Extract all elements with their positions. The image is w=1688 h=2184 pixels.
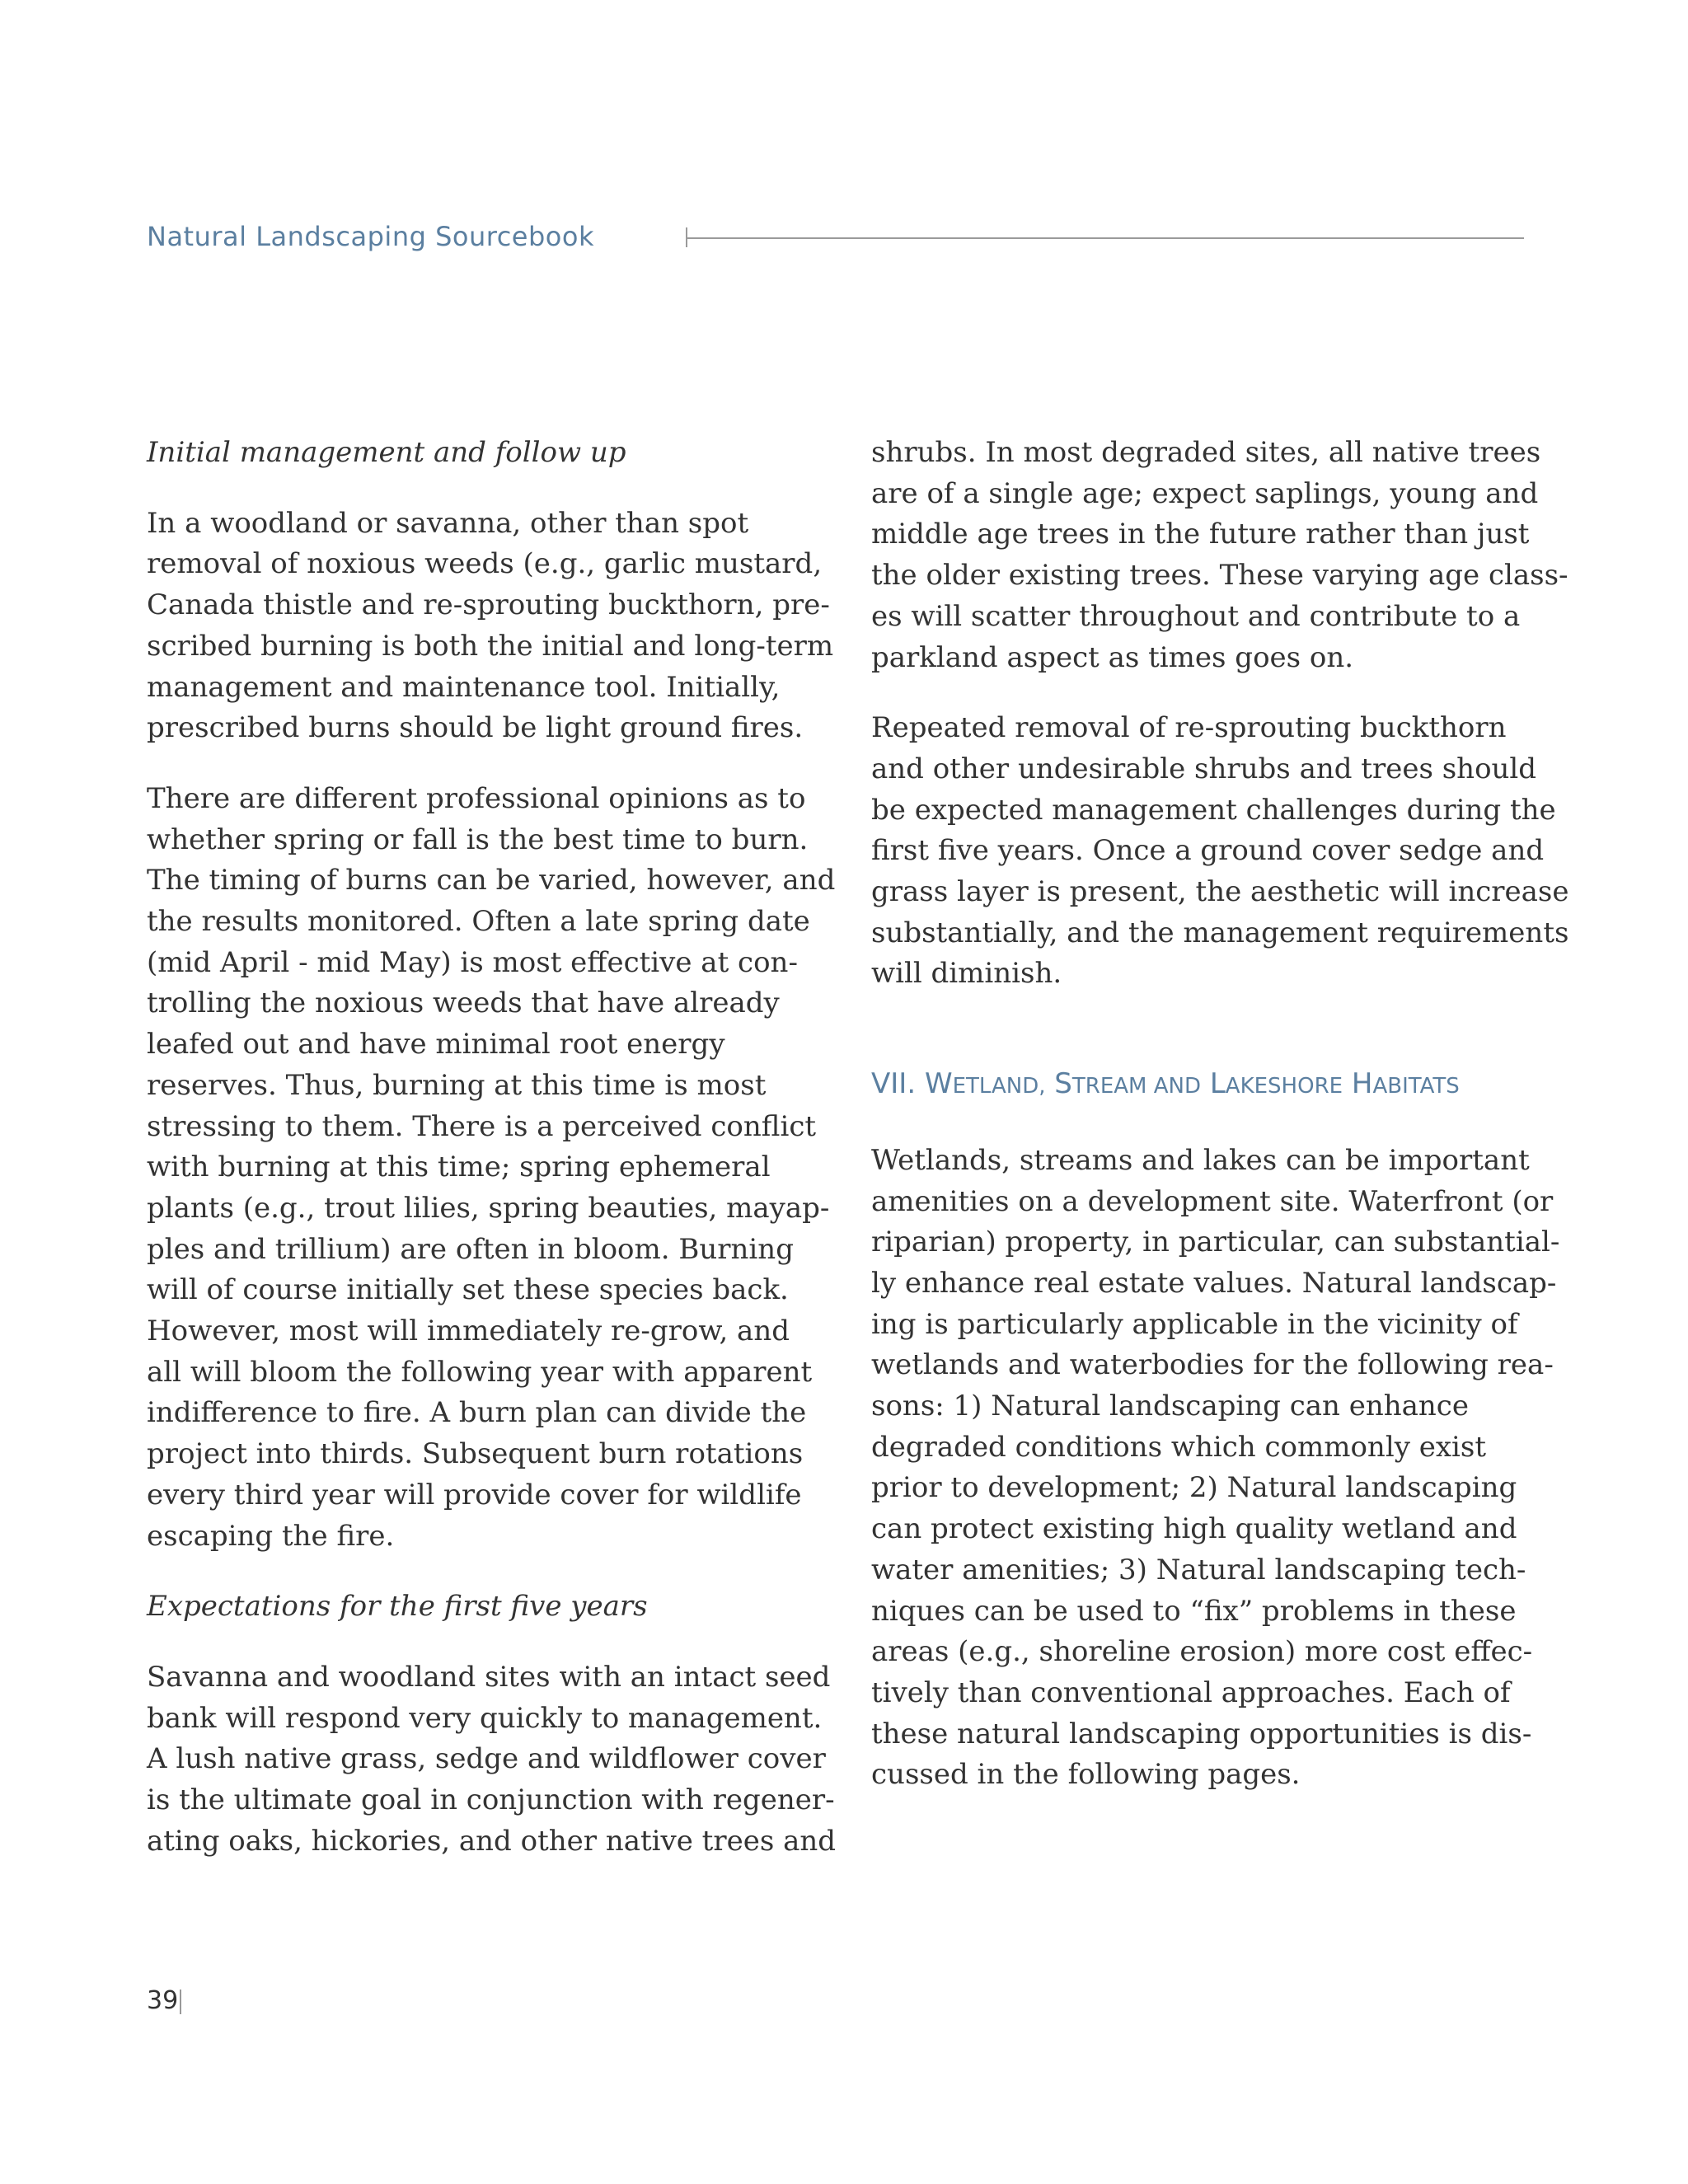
text-line: However, most will immediately re-grow, and [147, 1315, 790, 1348]
running-header: Natural Landscaping Sourcebook [147, 221, 594, 252]
text-line: bank will respond very quickly to management. [147, 1701, 823, 1735]
text-line: leafed out and have minimal root energy [147, 1028, 725, 1062]
section-numeral: VII. [871, 1067, 925, 1101]
subheading-expectations: Expectations for the first five years [147, 1590, 648, 1624]
left-column [147, 433, 837, 1892]
text-line: can protect existing high quality wetland and [871, 1512, 1517, 1546]
text-line: are of a single age; expect saplings, young and [871, 476, 1539, 510]
paragraph-burn-timing [147, 779, 836, 1557]
text-line: A lush native grass, sedge and wildflower cover [147, 1742, 826, 1776]
text-line: es will scatter throughout and contribute to a [871, 599, 1521, 633]
text-line: the older existing trees. These varying age class- [871, 559, 1568, 593]
heading-smallcaps: ETLAND, [952, 1074, 1046, 1099]
text-line: wetlands and waterbodies for the following rea- [871, 1348, 1554, 1382]
text-line: sons: 1) Natural landscaping can enhance [871, 1390, 1469, 1423]
heading-cap: L [1209, 1067, 1226, 1101]
section-heading-wetland [871, 1064, 1531, 1108]
text-line: prior to development; 2) Natural landscaping [871, 1471, 1517, 1505]
text-line: every third year will provide cover for wildlife [147, 1478, 802, 1511]
text-line: ly enhance real estate values. Natural landscap- [871, 1266, 1557, 1300]
text-line: degraded conditions which commonly exist [871, 1430, 1486, 1464]
text-line: water amenities; 3) Natural landscaping tech- [871, 1553, 1526, 1586]
heading-cap: W [924, 1067, 953, 1101]
text-line: In a woodland or savanna, other than spot [147, 506, 749, 540]
text-line: escaping the fire. [147, 1519, 395, 1553]
header-rule [687, 237, 1524, 239]
heading-cap: H [1351, 1067, 1373, 1101]
text-line: grass layer is present, the aesthetic will increase [871, 875, 1569, 909]
text-line: tively than conventional approaches. Each of [871, 1675, 1511, 1709]
text-line: indifference to fire. A burn plan can divide the [147, 1396, 807, 1430]
text-line: prescribed burns should be light ground fires. [147, 711, 804, 745]
heading-cap: S [1054, 1067, 1072, 1101]
text-line: amenities on a development site. Waterfront (or [871, 1184, 1554, 1218]
page-number: 39 [147, 1986, 179, 2015]
text-line: stressing to them. There is a perceived conflict [147, 1109, 817, 1143]
text-line: The timing of burns can be varied, however, and [147, 864, 836, 898]
text-line: Wetlands, streams and lakes can be important [871, 1143, 1530, 1177]
text-line: removal of noxious weeds (e.g., garlic mustard, [147, 547, 823, 581]
text-line: these natural landscaping opportunities is dis- [871, 1717, 1532, 1750]
subheading-initial-management: Initial management and follow up [147, 436, 626, 469]
text-line: ating oaks, hickories, and other native trees and [147, 1824, 837, 1858]
text-line: ing is particularly applicable in the vicinity of [871, 1307, 1518, 1341]
text-line: with burning at this time; spring ephemeral [147, 1151, 771, 1184]
text-line: trolling the noxious weeds that have already [147, 987, 780, 1020]
text-line: all will bloom the following year with apparent [147, 1355, 813, 1389]
text-line: areas (e.g., shoreline erosion) more cost effec- [871, 1635, 1533, 1669]
text-line: There are different professional opinions as to [147, 781, 806, 815]
text-line: management and maintenance tool. Initially, [147, 670, 781, 704]
text-line: is the ultimate goal in conjunction with regener- [147, 1783, 835, 1817]
heading-smallcaps: AKESHORE [1225, 1074, 1343, 1099]
text-line: (mid April - mid May) is most effective at con- [147, 945, 798, 979]
text-line: niques can be used to “fix” problems in these [871, 1594, 1517, 1628]
page-number-rule [180, 1990, 181, 2014]
text-line: Canada thistle and re-sprouting buckthorn, pre- [147, 588, 830, 622]
text-line: and other undesirable shrubs and trees should [871, 752, 1537, 785]
heading-smallcaps: TREAM AND [1071, 1074, 1202, 1099]
text-line: Savanna and woodland sites with an intact seed [147, 1660, 831, 1694]
text-line: ples and trillium) are often in bloom. Burning [147, 1232, 794, 1266]
right-column [871, 433, 1569, 1825]
text-line: will of course initially set these species back. [147, 1273, 789, 1307]
paragraph-tree-ages [871, 433, 1568, 678]
text-line: middle age trees in the future rather than just [871, 518, 1530, 551]
heading-smallcaps: ABITATS [1372, 1074, 1460, 1099]
text-line: be expected management challenges during the [871, 793, 1556, 827]
text-line: riparian) property, in particular, can substantial- [871, 1226, 1560, 1259]
text-line: reserves. Thus, burning at this time is most [147, 1068, 767, 1102]
text-line: scribed burning is both the initial and long-term [147, 629, 834, 663]
text-line: cussed in the following pages. [871, 1758, 1301, 1792]
text-line: substantially, and the management requirements [871, 916, 1569, 949]
text-line: parkland aspect as times goes on. [871, 640, 1354, 674]
text-line: project into thirds. Subsequent burn rotations [147, 1437, 804, 1471]
text-line: first five years. Once a ground cover sedge and [871, 834, 1545, 868]
text-line: Repeated removal of re-sprouting buckthorn [871, 711, 1507, 745]
text-line: the results monitored. Often a late spring date [147, 905, 810, 939]
paragraph-wetlands-amenities [871, 1141, 1560, 1796]
text-line: shrubs. In most degraded sites, all native trees [871, 436, 1541, 469]
paragraph-buckthorn-removal [871, 708, 1569, 995]
paragraph-woodland-management [147, 504, 834, 749]
text-line: plants (e.g., trout lilies, spring beauties, mayap- [147, 1191, 830, 1225]
paragraph-seed-bank [147, 1657, 837, 1863]
text-line: will diminish. [871, 957, 1062, 991]
text-line: whether spring or fall is the best time to burn. [147, 823, 809, 856]
